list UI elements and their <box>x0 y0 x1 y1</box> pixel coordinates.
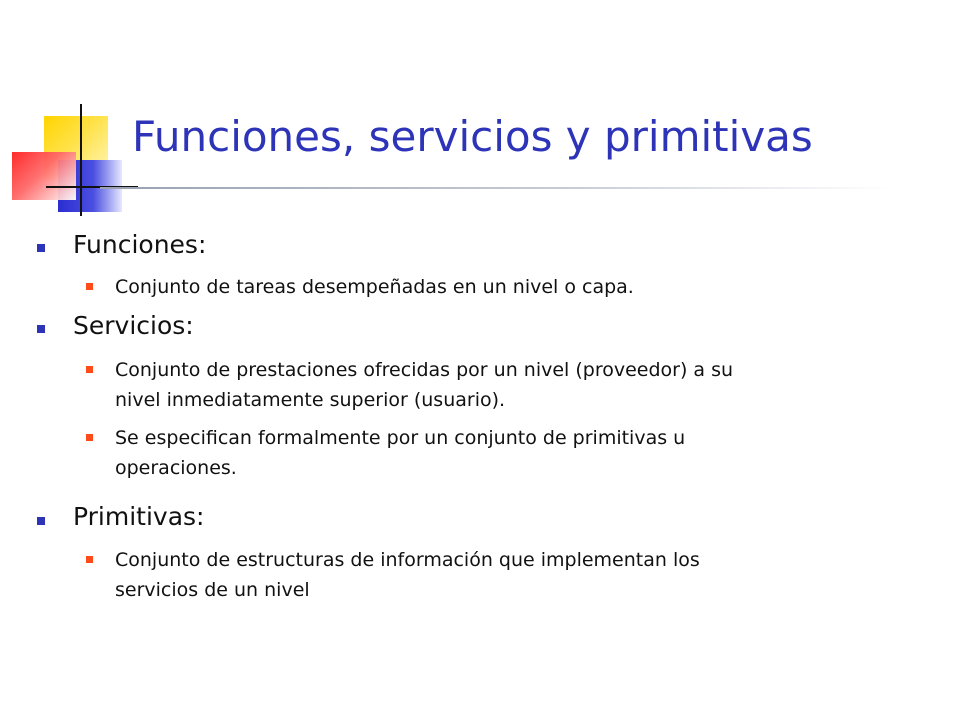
bullet-text: servicios de un nivel <box>115 579 310 601</box>
section-heading: Funciones: <box>73 230 207 259</box>
level1-bullet-icon <box>37 244 45 252</box>
level2-bullet-icon <box>86 283 93 290</box>
bullet-text: Conjunto de tareas desempeñadas en un nivel o capa. <box>115 276 634 298</box>
level2-bullet-icon <box>86 434 93 441</box>
level1-bullet-icon <box>37 325 45 333</box>
bullet-text: nivel inmediatamente superior (usuario). <box>115 389 506 411</box>
section-heading: Primitivas: <box>73 502 205 531</box>
section-heading: Servicios: <box>73 311 194 340</box>
bullet-text: Conjunto de estructuras de información que implementan los <box>115 549 700 571</box>
bullet-text: operaciones. <box>115 457 237 479</box>
level1-bullet-icon <box>37 517 45 525</box>
bullet-text: Conjunto de prestaciones ofrecidas por un nivel (proveedor) a su <box>115 359 734 381</box>
level2-bullet-icon <box>86 366 93 373</box>
level2-bullet-icon <box>86 556 93 563</box>
slide-title: Funciones, servicios y primitivas <box>132 112 813 161</box>
bullet-text: Se especifican formalmente por un conjunto de primitivas u <box>115 427 686 449</box>
